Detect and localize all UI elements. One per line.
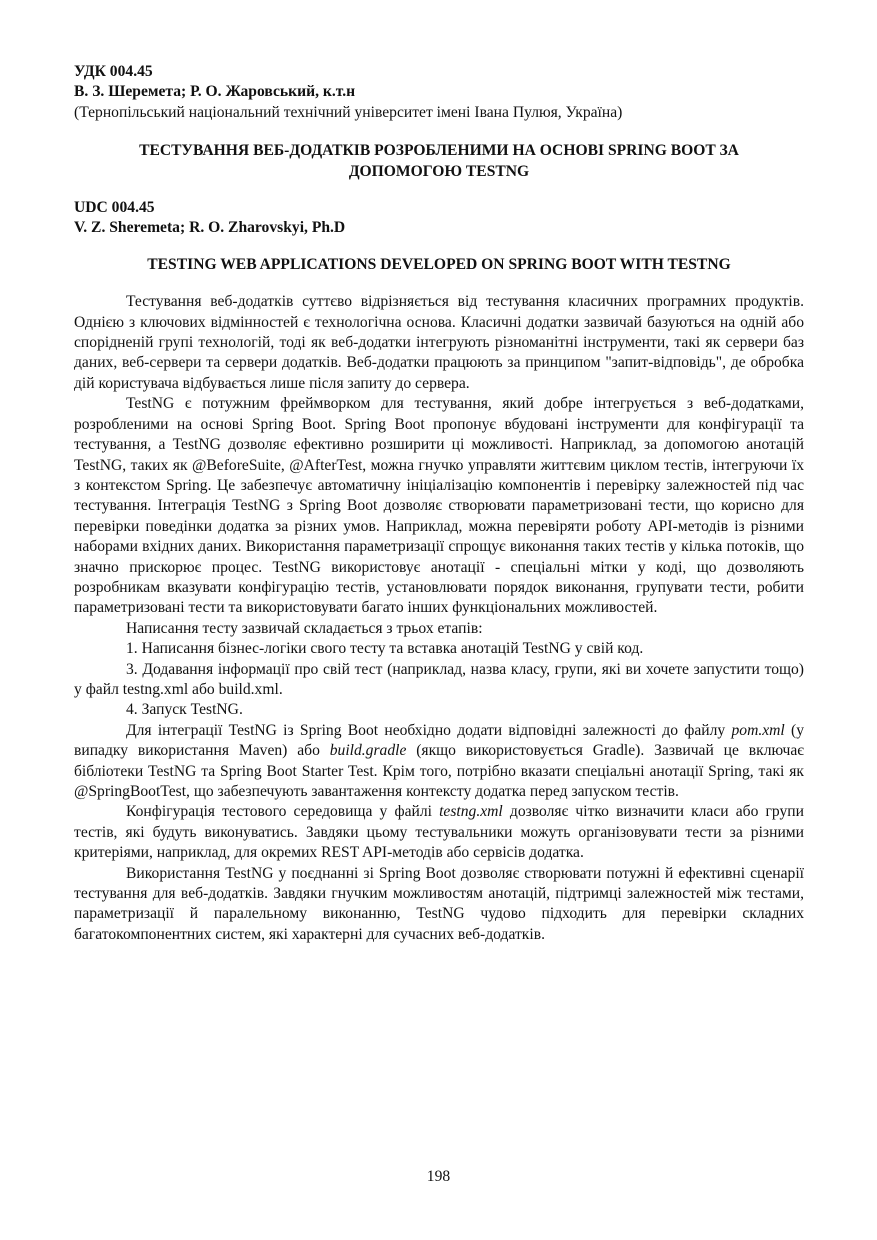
list-item-step-4: 4. Запуск TestNG. xyxy=(126,701,243,719)
authors-ua: В. З. Шеремета; Р. О. Жаровський, к.т.н xyxy=(74,83,356,101)
text-segment: Для інтеграції TestNG із Spring Boot необхідно додати відповідні залежності до файлу xyxy=(126,721,732,739)
udc-ua: УДК 004.45 xyxy=(74,63,153,80)
text-segment: (якщо використовується Gradle). Зазвичай це включає бібліотеки TestNG та Spring Boot Starter Test. Крім того, потрібно вказати спеціальні анотації Spring, такі як @SpringBootTest, що забезпечують завантаження контексту додатка перед запуском тестів. xyxy=(74,742,804,800)
paragraph-integration xyxy=(74,721,804,803)
paragraph-configuration xyxy=(74,802,804,863)
title-ua: ТЕСТУВАННЯ ВЕБ-ДОДАТКІВ РОЗРОБЛЕНИМИ НА ОСНОВІ SPRING BOOT ЗА ДОПОМОГОЮ TESTNG xyxy=(139,142,739,180)
text-segment: Конфігурація тестового середовища у файлі xyxy=(126,803,440,821)
authors-en: V. Z. Sheremeta; R. O. Zharovskyi, Ph.D xyxy=(74,219,346,237)
list-item-step-3: 3. Додавання інформації про свій тест (наприклад, назва класу, групи, які ви хочете запустити тощо) у файл testng.xml або build.xml. xyxy=(74,660,804,698)
title-en: TESTING WEB APPLICATIONS DEVELOPED ON SPRING BOOT WITH TESTNG xyxy=(147,255,731,273)
file-name-testng-xml: testng.xml xyxy=(439,803,503,821)
text-segment: (у випадку використання Maven) або xyxy=(74,721,804,760)
paragraph-intro: Тестування веб-додатків суттєво відрізняється від тестування класичних програмних продуктів. Однією з ключових відмінностей є технологічна основа. Класичні додатки зазвичай базуються на одній або спорідненій групі технологій, тоді як веб-додатки інтегрують різноманітні інструменти, такі як сервери баз даних, веб-сервери та сервери додатків. Веб-додатки працюють за принципом "запит-відповідь", де обробка дій користувача відбувається лише після запиту до сервера. xyxy=(74,293,804,392)
file-name-gradle: build.gradle xyxy=(329,742,407,760)
paper-page xyxy=(74,62,804,945)
affiliation-ua: (Тернопільський національний технічний університет імені Івана Пулюя, Україна) xyxy=(74,103,623,121)
list-item-step-1: 1. Написання бізнес-логіки свого тесту та вставка анотацій TestNG у свій код. xyxy=(126,640,644,658)
paragraph-steps-intro: Написання тесту зазвичай складається з трьох етапів: xyxy=(126,619,483,637)
paragraph-testng: TestNG є потужним фреймворком для тестування, який добре інтегрується з веб-додатками, розробленими на основі Spring Boot. Spring Boot пропонує вбудовані інструменти для конфігурації та тестування, а TestNG дозволяє ефективно розширити ці можливості. Наприклад, за допомогою анотацій TestNG, таких як @BeforeSuite, @AfterTest, можна гнучко управляти життєвим циклом тестів, інтегруючи їх з контекстом Spring. Це забезпечує автоматичну ініціалізацію компонентів і перевірку залежностей під час тестування. Інтеграція TestNG з Spring Boot дозволяє створювати параметризовані тести, що корисно для перевірки поведінки додатка за різних умов. Наприклад, можна перевіряти роботу API-методів із різними наборами вхідних даних. Використання параметризації спрощує виконання таких тестів у кілька потоків, що значно прискорює процес. TestNG використовує анотації - спеціальні мітки у коді, що дозволяють розробникам вказувати конфігурацію тестів, установлювати порядок виконання, групувати тести, робити параметризовані тести та використовувати багато інших функціональних можливостей. xyxy=(74,395,804,617)
file-name-pom: pom.xml xyxy=(731,721,785,739)
udc-en: UDC 004.45 xyxy=(74,199,155,217)
paragraph-conclusion: Використання TestNG у поєднанні зі Spring Boot дозволяє створювати потужні й ефективні сценарії тестування для веб-додатків. Завдяки гнучким можливостям анотацій, підтримці залежностей між тестами, параметризації й паралельному виконанню, TestNG чудово підходить для перевірки складних багатокомпонентних систем, які характерні для сучасних веб-додатків. xyxy=(74,864,804,943)
page-number: 198 xyxy=(426,1168,451,1185)
text-segment: дозволяє чітко визначити класи або групи тестів, які будуть виконуватись. Завдяки цьому тестувальники можуть організовувати тести за різними критеріями, наприклад, для окремих REST API-методів або сервісів додатка. xyxy=(74,803,804,862)
